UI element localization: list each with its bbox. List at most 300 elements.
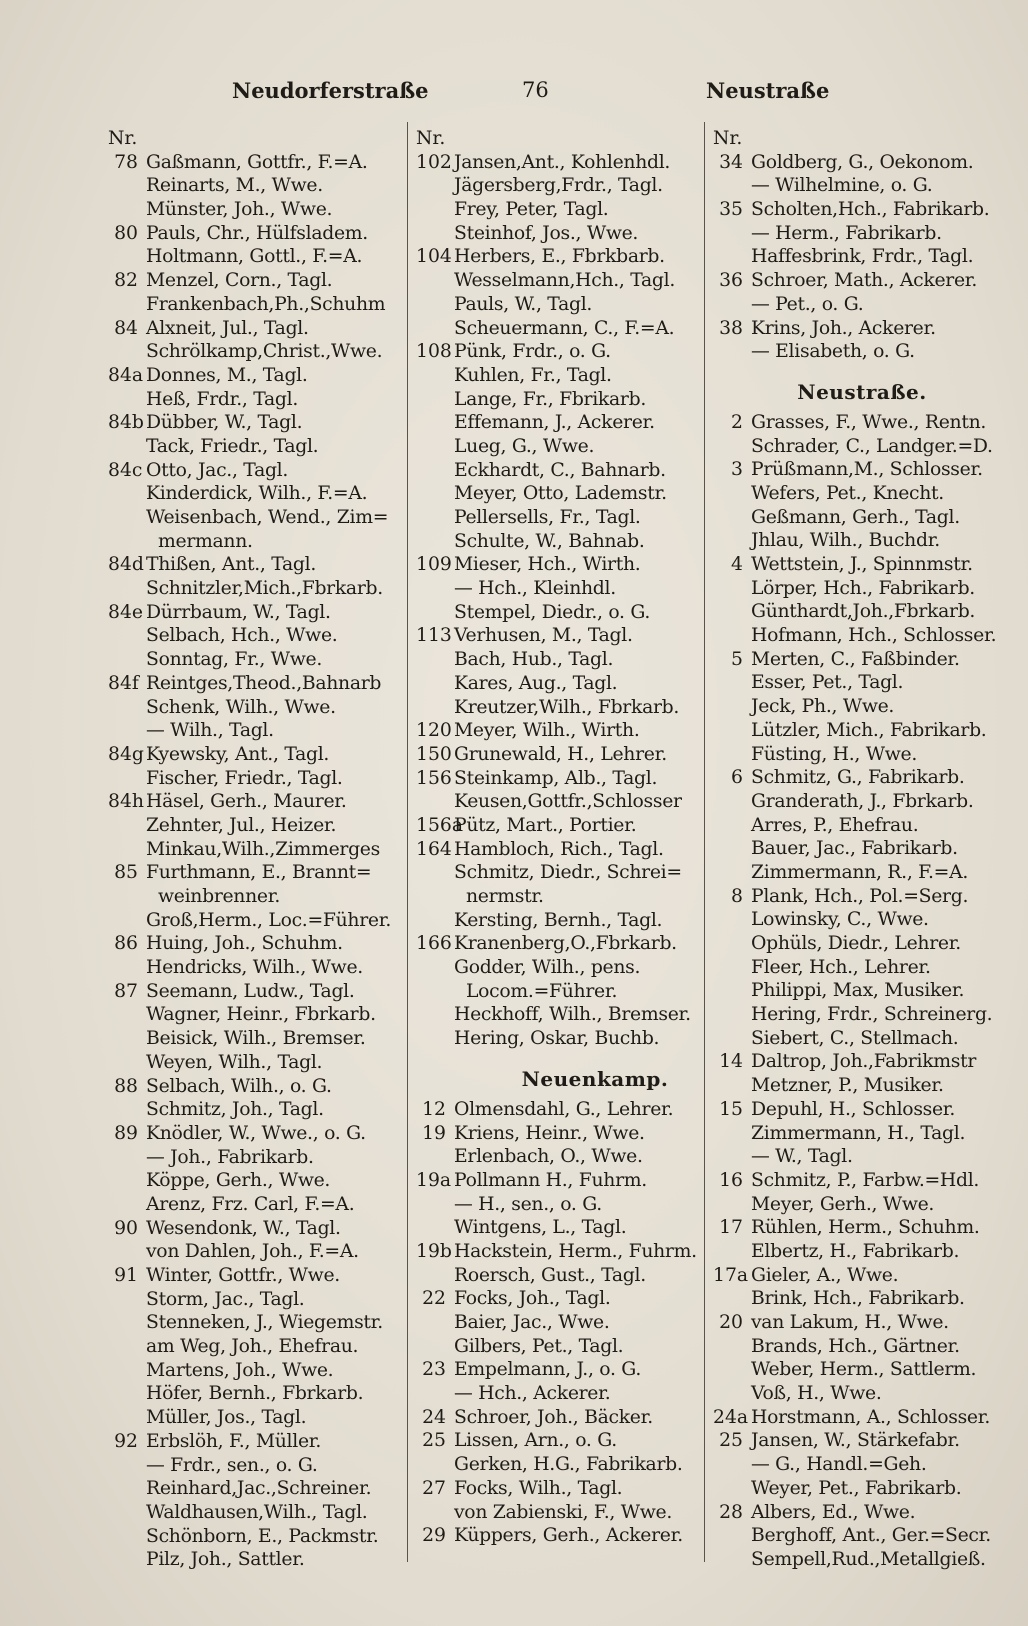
- house-number: [416, 1027, 454, 1051]
- resident-entry: Kares, Aug., Tagl.: [454, 672, 618, 694]
- directory-entry: [713, 293, 1011, 317]
- resident-entry: Schenk, Wilh., Wwe.: [146, 696, 336, 718]
- resident-entry: Knödler, W., Wwe., o. G.: [146, 1122, 366, 1144]
- house-number: 84d: [108, 554, 144, 576]
- house-number: [108, 1335, 146, 1359]
- directory-entry: [416, 1003, 714, 1027]
- house-number: 120: [416, 720, 452, 742]
- resident-entry: Gilbers, Pet., Tagl.: [454, 1335, 624, 1357]
- house-number: 38: [719, 317, 743, 339]
- house-number: [713, 435, 751, 459]
- resident-entry: Plank, Hch., Pol.=Serg.: [751, 885, 969, 907]
- resident-entry: Huing, Joh., Schuhm.: [146, 933, 343, 955]
- house-number: [713, 1145, 751, 1169]
- house-number: 84b: [108, 412, 144, 434]
- resident-entry: Müller, Jos., Tagl.: [146, 1407, 307, 1429]
- resident-entry: Merten, C., Faßbinder.: [751, 648, 960, 670]
- directory-entry: [713, 932, 1011, 956]
- house-number: [108, 1027, 146, 1051]
- directory-entry: [108, 1193, 406, 1217]
- resident-entry: Reinarts, M., Wwe.: [146, 175, 323, 197]
- house-number: [416, 506, 454, 530]
- directory-entry: [713, 600, 1011, 624]
- house-number: 12: [422, 1098, 446, 1120]
- resident-entry: Bach, Hub., Tagl.: [454, 649, 614, 671]
- directory-entry: [108, 672, 406, 696]
- resident-entry: Gaßmann, Gottfr., F.=A.: [146, 151, 368, 173]
- house-number: [713, 1477, 751, 1501]
- directory-entry: [108, 388, 406, 412]
- resident-entry: Sonntag, Fr., Wwe.: [146, 649, 322, 671]
- resident-entry: Zehnter, Jul., Heizer.: [146, 814, 337, 836]
- house-number: [416, 1501, 454, 1525]
- house-number: [416, 482, 454, 506]
- resident-entry: Bauer, Jac., Fabrikarb.: [751, 838, 958, 860]
- house-number: 84f: [108, 672, 139, 694]
- resident-entry: Otto, Jac., Tagl.: [146, 459, 289, 481]
- resident-entry: — Hch., Kleinhdl.: [454, 578, 616, 600]
- directory-entry: [713, 1145, 1011, 1169]
- directory-entry: [108, 814, 406, 838]
- column-divider: [407, 122, 408, 1562]
- directory-entry: [108, 577, 406, 601]
- resident-entry: Frankenbach,Ph.,Schuhm: [146, 293, 386, 315]
- house-number: [713, 908, 751, 932]
- resident-entry: Esser, Pet., Tagl.: [751, 672, 904, 694]
- resident-entry: Winter, Gottfr., Wwe.: [146, 1265, 340, 1286]
- house-number: [416, 530, 454, 554]
- directory-entry: [416, 909, 714, 933]
- house-number: [108, 909, 146, 933]
- resident-entry: Schroer, Joh., Bäcker.: [454, 1406, 653, 1428]
- directory-entry: [108, 1406, 406, 1430]
- house-number: [108, 245, 146, 269]
- house-number: 23: [422, 1359, 446, 1381]
- house-number: [416, 1216, 454, 1240]
- house-number: 24a: [713, 1406, 749, 1428]
- resident-entry: Weber, Herm., Sattlerm.: [751, 1359, 977, 1381]
- directory-entry: [416, 767, 714, 791]
- directory-entry: [416, 956, 714, 980]
- resident-entry: Rühlen, Herm., Schuhm.: [751, 1217, 980, 1239]
- directory-entry: [713, 979, 1011, 1003]
- house-number: [108, 1169, 146, 1193]
- directory-entry: [416, 743, 714, 767]
- directory-entry: [713, 1050, 1011, 1074]
- directory-entry: [713, 648, 1011, 672]
- resident-entry: Häsel, Gerh., Maurer.: [146, 791, 347, 813]
- resident-entry: Erbslöh, F., Müller.: [146, 1430, 322, 1452]
- resident-entry: Voß, H., Wwe.: [751, 1383, 882, 1405]
- directory-entry: [416, 885, 714, 909]
- resident-entry: Grunewald, H., Lehrer.: [454, 743, 667, 765]
- directory-entry: [108, 1477, 406, 1501]
- house-number: [108, 293, 146, 317]
- resident-entry: Steinhof, Jos., Wwe.: [454, 222, 639, 244]
- resident-entry: Weyer, Pet., Fabrikarb.: [751, 1477, 962, 1499]
- resident-entry: Metzner, P., Musiker.: [751, 1075, 944, 1097]
- resident-entry: Prüßmann,M., Schlosser.: [751, 459, 983, 481]
- house-number: 164: [416, 838, 452, 860]
- resident-entry: von Zabienski, F., Wwe.: [454, 1501, 673, 1523]
- directory-entry: [416, 293, 714, 317]
- resident-entry: Reintges,Theod.,Bahnarb: [146, 672, 382, 694]
- resident-entry: Storm, Jac., Tagl.: [146, 1288, 305, 1310]
- resident-entry: Horstmann, A., Schlosser.: [751, 1406, 991, 1428]
- directory-entry: [713, 1358, 1011, 1382]
- house-number: [713, 1003, 751, 1027]
- directory-entry: [416, 459, 714, 483]
- directory-entry: [416, 1169, 714, 1193]
- directory-entry: [713, 1287, 1011, 1311]
- directory-entry: [713, 956, 1011, 980]
- house-number: 91: [114, 1265, 138, 1286]
- house-number: [713, 245, 751, 269]
- resident-entry: — Herm., Fabrikarb.: [751, 222, 942, 244]
- house-number: 35: [719, 199, 743, 221]
- resident-entry: Jhlau, Wilh., Buchdr.: [751, 530, 940, 552]
- directory-entry: [416, 1382, 714, 1406]
- directory-entry: [108, 1264, 406, 1288]
- resident-entry: Mieser, Hch., Wirth.: [454, 554, 641, 576]
- directory-entry: [108, 269, 406, 293]
- house-number: [713, 837, 751, 861]
- directory-entry: [108, 696, 406, 720]
- column-header: [416, 127, 714, 151]
- resident-entry: Dürrbaum, W., Tagl.: [146, 601, 331, 623]
- directory-entry: [713, 695, 1011, 719]
- resident-entry: Geßmann, Gerh., Tagl.: [751, 506, 960, 528]
- directory-entry: [108, 506, 406, 530]
- resident-entry: Philippi, Max, Musiker.: [751, 980, 965, 1002]
- house-number: [108, 506, 146, 530]
- column-header: [108, 127, 406, 151]
- resident-entry: Pellersells, Fr., Tagl.: [454, 507, 641, 528]
- house-number: [108, 1146, 146, 1170]
- resident-entry: Schnitzler,Mich.,Fbrkarb.: [146, 578, 383, 600]
- resident-entry: Focks, Joh., Tagl.: [454, 1288, 611, 1310]
- house-number: 113: [416, 625, 452, 647]
- house-number: [108, 482, 146, 506]
- directory-entry: [108, 222, 406, 246]
- resident-entry: Donnes, M., Tagl.: [146, 364, 308, 386]
- directory-entry: [416, 1524, 714, 1548]
- resident-entry: Meyer, Wilh., Wirth.: [454, 720, 640, 742]
- house-number: 19: [422, 1122, 446, 1144]
- directory-entry: [713, 743, 1011, 767]
- resident-entry: Elbertz, H., Fabrikarb.: [751, 1240, 960, 1262]
- directory-entry: [416, 269, 714, 293]
- house-number: 2: [731, 411, 743, 433]
- house-number: 24: [422, 1406, 446, 1428]
- resident-entry: Sempell,Rud.,Metallgieß.: [751, 1548, 986, 1570]
- house-number: [713, 1548, 751, 1572]
- directory-entry: [713, 1429, 1011, 1453]
- directory-entry: [713, 671, 1011, 695]
- house-number: [108, 340, 146, 364]
- directory-entry: [713, 1501, 1011, 1525]
- resident-entry: Weyen, Wilh., Tagl.: [146, 1051, 323, 1073]
- resident-entry: Olmensdahl, G., Lehrer.: [454, 1098, 674, 1120]
- resident-entry: Schroer, Math., Ackerer.: [751, 270, 978, 292]
- house-number: [416, 435, 454, 459]
- directory-entry: [713, 151, 1011, 175]
- house-number: 36: [719, 270, 743, 292]
- resident-entry: Fleer, Hch., Lehrer.: [751, 956, 931, 978]
- house-number: [416, 577, 454, 601]
- directory-entry: [713, 553, 1011, 577]
- directory-entry: [713, 1216, 1011, 1240]
- directory-entry: [416, 672, 714, 696]
- house-number: [108, 1406, 146, 1430]
- directory-entry: [416, 364, 714, 388]
- directory-entry: [713, 624, 1011, 648]
- directory-entry: [416, 838, 714, 862]
- directory-entry: [416, 1098, 714, 1122]
- house-number: 104: [416, 246, 452, 268]
- directory-entry: [416, 1335, 714, 1359]
- house-number: [416, 222, 454, 246]
- directory-entry: [713, 1548, 1011, 1572]
- house-number: [713, 1358, 751, 1382]
- resident-entry: Heß, Frdr., Tagl.: [146, 388, 298, 410]
- resident-entry: Pauls, Chr., Hülfsladem.: [146, 222, 368, 244]
- directory-entry: [416, 1027, 714, 1051]
- house-number: 4: [731, 554, 743, 575]
- house-number: 92: [114, 1430, 138, 1452]
- resident-entry: Wesselmann,Hch., Tagl.: [454, 270, 676, 292]
- directory-entry: [108, 743, 406, 767]
- house-number: [416, 1003, 454, 1027]
- resident-entry: Wesendonk, W., Tagl.: [146, 1217, 341, 1239]
- house-number: [713, 814, 751, 838]
- house-number: [713, 861, 751, 885]
- house-number: 8: [731, 885, 743, 907]
- directory-entry: [713, 340, 1011, 364]
- house-number: [713, 293, 751, 317]
- resident-entry: Reinhard,Jac.,Schreiner.: [146, 1478, 372, 1500]
- house-number: [416, 956, 454, 980]
- house-number: [713, 1382, 751, 1406]
- resident-entry: Locom.=Führer.: [466, 980, 618, 1002]
- directory-entry: [416, 174, 714, 198]
- house-number: [416, 1193, 454, 1217]
- resident-entry: — Frdr., sen., o. G.: [146, 1454, 318, 1476]
- resident-entry: Baier, Jac., Wwe.: [454, 1312, 610, 1333]
- house-number: [713, 529, 751, 553]
- resident-entry: — G., Handl.=Geh.: [751, 1454, 927, 1476]
- column-header: [713, 127, 1011, 151]
- resident-entry: Martens, Joh., Wwe.: [146, 1359, 334, 1381]
- house-number: 90: [114, 1217, 138, 1239]
- house-number: 84g: [108, 743, 144, 765]
- directory-entry: [108, 317, 406, 341]
- directory-entry: [108, 861, 406, 885]
- house-number: [108, 435, 146, 459]
- directory-entry: [713, 1193, 1011, 1217]
- house-number: 88: [114, 1075, 138, 1097]
- resident-entry: Jansen,Ant., Kohlenhdl.: [454, 151, 671, 173]
- house-number: Nr.: [416, 128, 446, 149]
- resident-entry: Roersch, Gust., Tagl.: [454, 1264, 646, 1286]
- directory-entry: [108, 1146, 406, 1170]
- resident-entry: Heckhoff, Wilh., Bremser.: [454, 1004, 691, 1026]
- resident-entry: Godder, Wilh., pens.: [454, 957, 641, 979]
- house-number: 14: [719, 1051, 743, 1073]
- directory-entry: [713, 1169, 1011, 1193]
- directory-entry: [108, 435, 406, 459]
- house-number: [416, 601, 454, 625]
- house-number: [108, 1359, 146, 1383]
- directory-entry: [108, 932, 406, 956]
- house-number: 84h: [108, 791, 144, 813]
- resident-entry: Selbach, Wilh., o. G.: [146, 1075, 332, 1097]
- house-number: [108, 1477, 146, 1501]
- directory-entry: [713, 1027, 1011, 1051]
- directory-entry: [713, 1122, 1011, 1146]
- directory-entry: [108, 364, 406, 388]
- house-number: 17a: [713, 1264, 749, 1286]
- resident-entry: Beisick, Wilh., Bremser.: [146, 1028, 366, 1050]
- directory-entry: [713, 411, 1011, 435]
- house-number: [416, 1453, 454, 1477]
- resident-entry: Frey, Peter, Tagl.: [454, 199, 609, 221]
- resident-entry: Arenz, Frz. Carl, F.=A.: [146, 1193, 355, 1215]
- resident-entry: Schmitz, G., Fabrikarb.: [751, 767, 965, 789]
- directory-entry: [416, 1406, 714, 1430]
- directory-entry: [416, 601, 714, 625]
- directory-entry: [108, 293, 406, 317]
- resident-entry: Hering, Frdr., Schreinerg.: [751, 1004, 993, 1026]
- directory-entry: [416, 317, 714, 341]
- resident-entry: Groß,Herm., Loc.=Führer.: [146, 909, 391, 931]
- directory-entry: [713, 1003, 1011, 1027]
- house-number: [713, 790, 751, 814]
- directory-entry: [416, 435, 714, 459]
- resident-entry: Pilz, Joh., Sattler.: [146, 1549, 305, 1571]
- directory-column-2: [416, 127, 714, 1548]
- resident-entry: Daltrop, Joh.,Fabrikmstr: [751, 1051, 977, 1073]
- house-number: [713, 695, 751, 719]
- resident-entry: Wefers, Pet., Knecht.: [751, 482, 944, 504]
- house-number: 102: [416, 151, 452, 173]
- directory-entry: [108, 790, 406, 814]
- directory-entry: [416, 1311, 714, 1335]
- resident-entry: Jeck, Ph., Wwe.: [751, 696, 895, 718]
- resident-entry: Berghoff, Ant., Ger.=Secr.: [751, 1525, 991, 1547]
- directory-entry: [713, 174, 1011, 198]
- house-number: 84a: [108, 364, 144, 386]
- resident-entry: — Wilh., Tagl.: [146, 720, 274, 742]
- house-number: [108, 388, 146, 412]
- house-number: [108, 624, 146, 648]
- house-number: 27: [422, 1477, 446, 1499]
- house-number: [416, 861, 454, 885]
- resident-entry: — W., Tagl.: [751, 1146, 853, 1168]
- directory-entry: [713, 222, 1011, 246]
- resident-entry: — Joh., Fabrikarb.: [146, 1146, 314, 1168]
- house-number: 29: [422, 1525, 446, 1547]
- directory-entry: [108, 648, 406, 672]
- house-number: 19a: [416, 1169, 452, 1191]
- house-number: [108, 956, 146, 980]
- resident-entry: Höfer, Bernh., Fbrkarb.: [146, 1383, 364, 1405]
- resident-entry: Depuhl, H., Schlosser.: [751, 1098, 956, 1120]
- directory-entry: [416, 482, 714, 506]
- directory-entry: [713, 1098, 1011, 1122]
- directory-entry: [108, 553, 406, 577]
- page-number: 76: [522, 78, 549, 102]
- directory-entry: [416, 388, 714, 412]
- directory-entry: [108, 1311, 406, 1335]
- resident-entry: Focks, Wilh., Tagl.: [454, 1477, 623, 1499]
- directory-entry: [416, 1501, 714, 1525]
- house-number: [108, 1501, 146, 1525]
- resident-entry: Arres, P., Ehefrau.: [751, 814, 919, 836]
- directory-entry: [713, 245, 1011, 269]
- house-number: 108: [416, 341, 452, 363]
- resident-entry: Schmitz, P., Farbw.=Hdl.: [751, 1169, 980, 1191]
- directory-entry: [713, 908, 1011, 932]
- resident-entry: Lissen, Arn., o. G.: [454, 1430, 617, 1452]
- house-number: 25: [422, 1430, 446, 1452]
- house-number: [108, 1454, 146, 1478]
- house-number: 20: [719, 1312, 743, 1333]
- house-number: [108, 1311, 146, 1335]
- directory-entry: [108, 1003, 406, 1027]
- directory-entry: [416, 1122, 714, 1146]
- resident-entry: Zimmermann, H., Tagl.: [751, 1122, 966, 1144]
- directory-entry: [713, 1524, 1011, 1548]
- directory-entry: [713, 1382, 1011, 1406]
- directory-entry: [713, 198, 1011, 222]
- resident-entry: Pauls, W., Tagl.: [454, 293, 593, 315]
- house-number: [108, 1003, 146, 1027]
- house-number: 28: [719, 1501, 743, 1523]
- directory-entry: [416, 719, 714, 743]
- house-number: [416, 1335, 454, 1359]
- resident-entry: Stenneken, J., Wiegemstr.: [146, 1312, 383, 1334]
- directory-entry: [416, 1477, 714, 1501]
- directory-entry: [108, 411, 406, 435]
- directory-entry: [416, 624, 714, 648]
- house-number: 86: [114, 933, 138, 955]
- resident-entry: Thißen, Ant., Tagl.: [146, 554, 317, 576]
- directory-entry: [108, 174, 406, 198]
- house-number: [416, 1382, 454, 1406]
- house-number: 87: [114, 980, 138, 1002]
- resident-entry: Schrölkamp,Christ.,Wwe.: [146, 341, 383, 363]
- directory-entry: [713, 269, 1011, 293]
- resident-entry: Herbers, E., Fbrkbarb.: [454, 246, 665, 268]
- resident-entry: Dübber, W., Tagl.: [146, 412, 303, 434]
- directory-entry: [108, 1548, 406, 1572]
- directory-entry: [416, 1429, 714, 1453]
- running-head-left: Neudorferstraße: [232, 78, 429, 103]
- resident-entry: Granderath, J., Fbrkarb.: [751, 790, 974, 812]
- directory-entry: [108, 1240, 406, 1264]
- house-number: 156: [416, 767, 452, 789]
- house-number: 89: [114, 1122, 138, 1144]
- house-number: 82: [114, 270, 138, 292]
- house-number: [108, 530, 146, 554]
- directory-entry: [108, 459, 406, 483]
- resident-entry: Köppe, Gerh., Wwe.: [146, 1170, 331, 1192]
- house-number: [713, 743, 751, 767]
- directory-column-1: [108, 127, 406, 1572]
- directory-entry: [416, 1287, 714, 1311]
- house-number: Nr.: [108, 128, 138, 149]
